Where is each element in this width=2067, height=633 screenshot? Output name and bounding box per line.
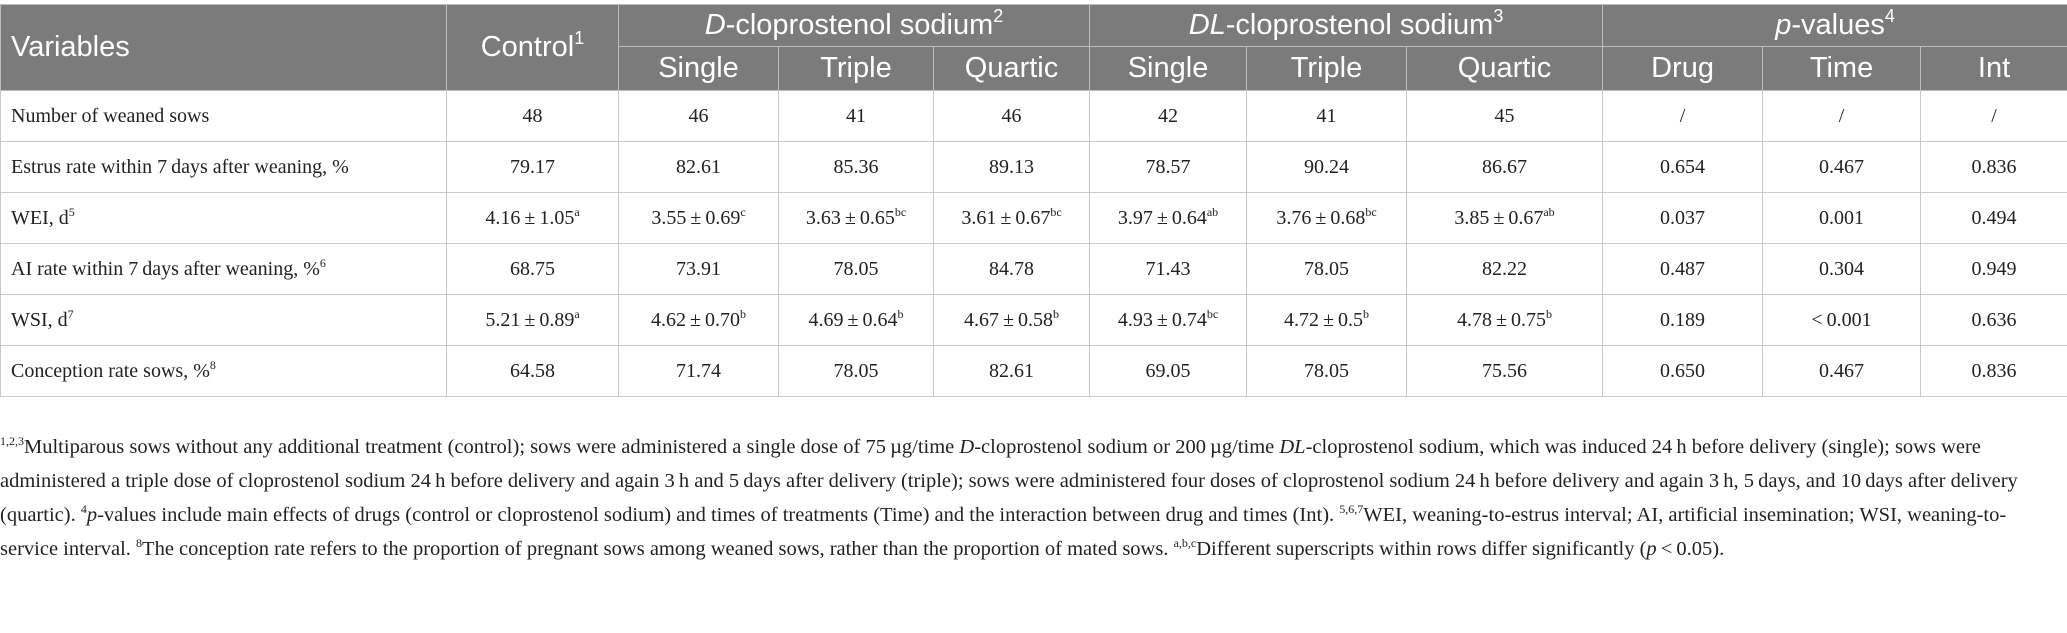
table-cell: 4.62 ± 0.70$^b$ bbox=[619, 295, 779, 346]
table-cell: 79.17 bbox=[447, 142, 619, 193]
table-cell: 3.76 ± 0.68$^{bc}$ bbox=[1247, 193, 1407, 244]
table-cell: 41 bbox=[779, 91, 934, 142]
table-row bbox=[1, 346, 2067, 397]
header-sub: Int bbox=[1921, 47, 2067, 91]
table-cell: 82.22 bbox=[1407, 244, 1603, 295]
table-cell: / bbox=[1763, 91, 1921, 142]
table-cell: 85.36 bbox=[779, 142, 934, 193]
table-cell: 4.67 ± 0.58$^b$ bbox=[934, 295, 1090, 346]
table-cell: 4.16 ± 1.05$^a$ bbox=[447, 193, 619, 244]
table-cell: 73.91 bbox=[619, 244, 779, 295]
table-cell: 0.494 bbox=[1921, 193, 2067, 244]
header-sub: Triple bbox=[779, 47, 934, 91]
header-sub: Triple bbox=[1247, 47, 1407, 91]
table-footnotes: $^{1,2,3}$Multiparous sows without any additional treatment (control); sows were administered a single dose of 75 µg/time D-cloprostenol sodium or 200 µg/time DL-cloprostenol sodium, which was induced 24 h before delivery (single); sows were administered a triple dose of cloprostenol sodium 24 h before delivery and again 3 h and 5 days after delivery (triple); sows were administered four doses of cloprostenol sodium 24 h before delivery and again 3 h, 5 days, and 10 days after delivery (quartic). $^4$p-values include main effects of drugs (control or cloprostenol sodium) and times of treatments (Time) and the interaction between drug and times (Int). $^{5,6,7}$WEI, weaning-to-estrus interval; AI, artificial insemination; WSI, weaning-to-service interval. $^8$The conception rate refers to the proportion of pregnant sows among weaned sows, rather than the proportion of mated sows. $^{a,b,c}$Different superscripts within rows differ significantly (p < 0.05). bbox=[0, 434, 2018, 560]
table-cell: 89.13 bbox=[934, 142, 1090, 193]
row-label: WSI, $d^7$ bbox=[1, 295, 447, 346]
table-cell: 82.61 bbox=[934, 346, 1090, 397]
table-body bbox=[1, 91, 2067, 397]
table-row bbox=[1, 295, 2067, 346]
table-row bbox=[1, 142, 2067, 193]
table-cell: 71.74 bbox=[619, 346, 779, 397]
table-cell: 4.78 ± 0.75$^b$ bbox=[1407, 295, 1603, 346]
header-sub: Quartic bbox=[1407, 47, 1603, 91]
header-sub: Time bbox=[1763, 47, 1921, 91]
header-sub: Quartic bbox=[934, 47, 1090, 91]
table-cell: 3.63 ± 0.65$^{bc}$ bbox=[779, 193, 934, 244]
table-cell: / bbox=[1603, 91, 1763, 142]
table-cell: 4.93 ± 0.74$^{bc}$ bbox=[1090, 295, 1247, 346]
header-dl-cloprostenol: DL-cloprostenol sodium$^3$ bbox=[1090, 5, 1603, 47]
table-cell: 3.97 ± 0.64$^{ab}$ bbox=[1090, 193, 1247, 244]
table-cell: 4.69 ± 0.64$^b$ bbox=[779, 295, 934, 346]
table-cell: 0.304 bbox=[1763, 244, 1921, 295]
table-cell: 71.43 bbox=[1090, 244, 1247, 295]
table-row bbox=[1, 244, 2067, 295]
row-label: Estrus rate within 7 days after weaning, % bbox=[1, 142, 447, 193]
table-cell: 84.78 bbox=[934, 244, 1090, 295]
table-cell: 82.61 bbox=[619, 142, 779, 193]
table-cell: 64.58 bbox=[447, 346, 619, 397]
table-cell: 0.836 bbox=[1921, 346, 2067, 397]
table-cell: 78.05 bbox=[1247, 346, 1407, 397]
table-cell: 3.55 ± 0.69$^c$ bbox=[619, 193, 779, 244]
header-sub: Drug bbox=[1603, 47, 1763, 91]
row-label: AI rate within 7 days after weaning, %$^6$ bbox=[1, 244, 447, 295]
header-row-top bbox=[1, 5, 2067, 47]
table-cell: 78.05 bbox=[779, 244, 934, 295]
table-cell: 5.21 ± 0.89$^a$ bbox=[447, 295, 619, 346]
table-cell: 0.650 bbox=[1603, 346, 1763, 397]
table-row bbox=[1, 91, 2067, 142]
header-control: Control$^1$ bbox=[447, 5, 619, 91]
table-cell: 48 bbox=[447, 91, 619, 142]
table-cell: 0.467 bbox=[1763, 142, 1921, 193]
table-cell: 0.189 bbox=[1603, 295, 1763, 346]
table-cell: 0.949 bbox=[1921, 244, 2067, 295]
table-cell: 90.24 bbox=[1247, 142, 1407, 193]
header-variables: Variables bbox=[1, 5, 447, 91]
table-cell: 78.05 bbox=[779, 346, 934, 397]
header-d-cloprostenol: D-cloprostenol sodium$^2$ bbox=[619, 5, 1090, 47]
table-cell: 0.037 bbox=[1603, 193, 1763, 244]
table-cell: 0.487 bbox=[1603, 244, 1763, 295]
table-cell: 46 bbox=[619, 91, 779, 142]
table-cell: 42 bbox=[1090, 91, 1247, 142]
table-cell: 3.61 ± 0.67$^{bc}$ bbox=[934, 193, 1090, 244]
row-label: Conception rate sows, %$^8$ bbox=[1, 346, 447, 397]
table-cell: 4.72 ± 0.5$^b$ bbox=[1247, 295, 1407, 346]
table-cell: 41 bbox=[1247, 91, 1407, 142]
table-cell: 45 bbox=[1407, 91, 1603, 142]
table-cell: < 0.001 bbox=[1763, 295, 1921, 346]
table-cell: 86.67 bbox=[1407, 142, 1603, 193]
table-cell: 0.654 bbox=[1603, 142, 1763, 193]
header-p-values: p-values$^4$ bbox=[1603, 5, 2067, 47]
table-cell: 0.467 bbox=[1763, 346, 1921, 397]
table-cell: 75.56 bbox=[1407, 346, 1603, 397]
table-cell: / bbox=[1921, 91, 2067, 142]
header-sub: Single bbox=[619, 47, 779, 91]
table-cell: 0.836 bbox=[1921, 142, 2067, 193]
table-row bbox=[1, 193, 2067, 244]
table-cell: 69.05 bbox=[1090, 346, 1247, 397]
results-table bbox=[0, 4, 2067, 397]
table-cell: 3.85 ± 0.67$^{ab}$ bbox=[1407, 193, 1603, 244]
table-cell: 78.05 bbox=[1247, 244, 1407, 295]
table-cell: 68.75 bbox=[447, 244, 619, 295]
table-cell: 46 bbox=[934, 91, 1090, 142]
table-cell: 78.57 bbox=[1090, 142, 1247, 193]
table-cell: 0.636 bbox=[1921, 295, 2067, 346]
row-label: Number of weaned sows bbox=[1, 91, 447, 142]
row-label: WEI, $d^5$ bbox=[1, 193, 447, 244]
header-sub: Single bbox=[1090, 47, 1247, 91]
table-cell: 0.001 bbox=[1763, 193, 1921, 244]
